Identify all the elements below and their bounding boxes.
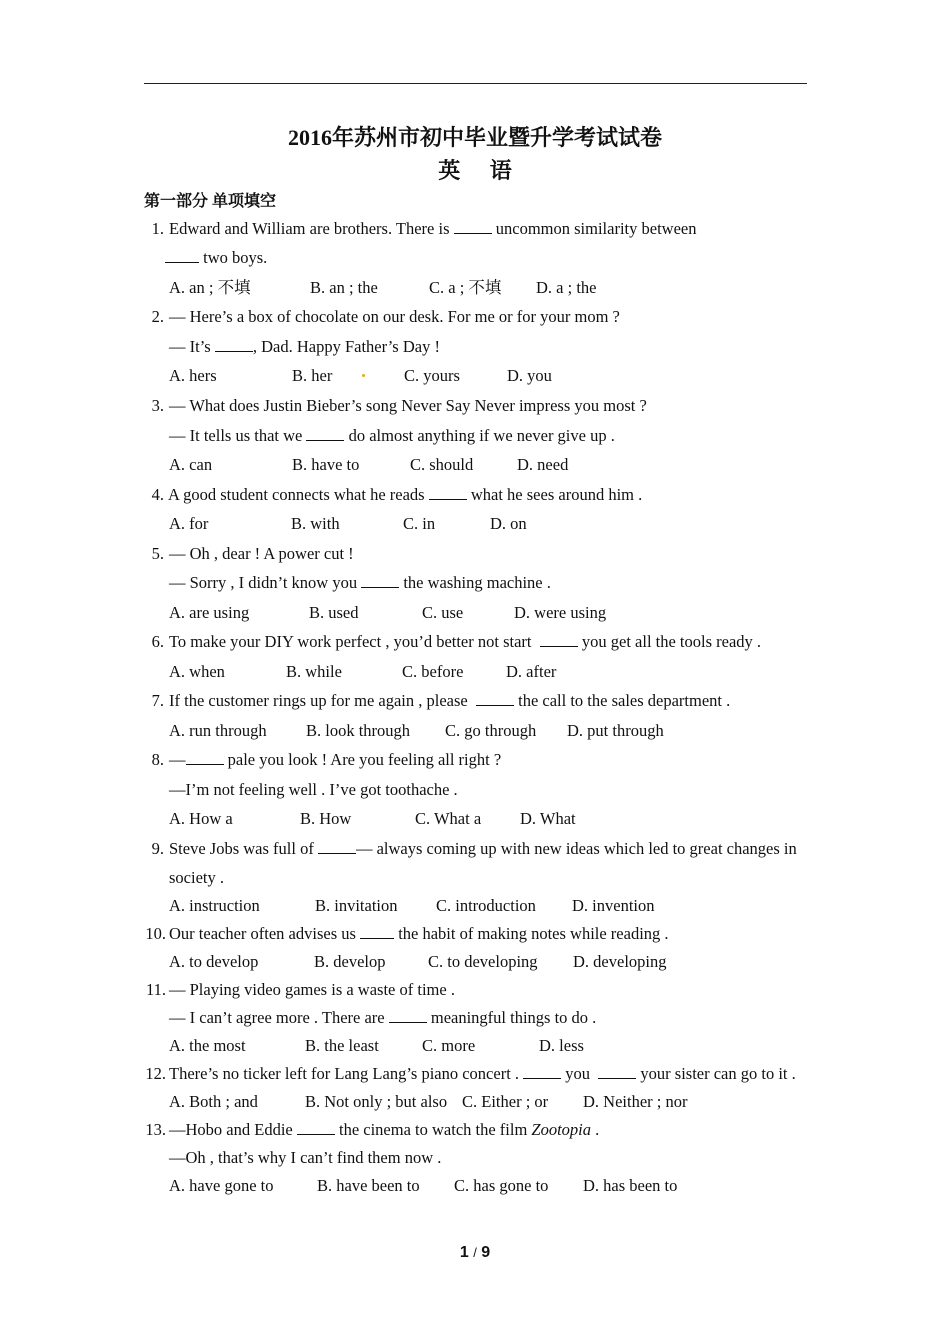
option: B. develop [314, 952, 386, 971]
option: C. has gone to [454, 1176, 549, 1195]
option: C. use [422, 603, 464, 622]
option: C. What a [415, 809, 482, 828]
question-number: 1. [151, 219, 164, 238]
option: C. yours [404, 366, 460, 385]
option: D. developing [573, 952, 667, 971]
question-text: —Hobo and Eddie the cinema to watch the film Zootopia . [169, 1120, 600, 1139]
question-text: Our teacher often advises us the habit of making notes while reading . [169, 924, 669, 943]
question-text: To make your DIY work perfect , you’d better not start you get all the tools ready . [169, 632, 762, 651]
option: C. to developing [428, 952, 538, 971]
option: D. Neither ; nor [583, 1092, 688, 1111]
option: C. a ; 不填 [429, 278, 502, 297]
option: D. on [490, 514, 527, 533]
question-text: Steve Jobs was full of — always coming up with new ideas which led to great changes in [169, 839, 797, 858]
question-text: society . [169, 868, 224, 887]
answer-blank [598, 1064, 636, 1079]
question-text: — Sorry , I didn’t know you the washing machine . [169, 573, 551, 592]
answer-blank [361, 573, 399, 588]
option: B. Not only ; but also [305, 1092, 448, 1111]
answer-blank [360, 924, 394, 939]
option: B. an ; the [310, 278, 378, 297]
question-number: 4. [151, 485, 164, 504]
option: D. after [506, 662, 557, 681]
option: A. How a [169, 809, 233, 828]
answer-blank [186, 750, 224, 765]
question-text: — Playing video games is a waste of time . [169, 980, 455, 999]
option: A. can [169, 455, 213, 474]
option: B. How [300, 809, 352, 828]
question-number: 12. [145, 1064, 166, 1083]
answer-blank [389, 1008, 427, 1023]
section-heading: 第一部分 单项填空 [144, 193, 277, 210]
option: A. to develop [169, 952, 259, 971]
question-number: 7. [151, 691, 164, 710]
option: B. while [286, 662, 342, 681]
answer-blank [165, 248, 199, 263]
answer-blank [429, 485, 467, 500]
question-text: — Oh , dear ! A power cut ! [169, 544, 354, 563]
question-number: 13. [145, 1120, 166, 1139]
question-text: A good student connects what he reads what he sees around him . [168, 485, 643, 504]
answer-blank [454, 219, 492, 234]
answer-blank [215, 337, 253, 352]
option: D. need [517, 455, 569, 474]
option: B. used [309, 603, 359, 622]
question-number: 6. [151, 632, 164, 651]
option: C. more [422, 1036, 476, 1055]
question-text: — It tells us that we do almost anything if we never give up . [169, 426, 615, 445]
option: C. introduction [436, 896, 536, 915]
question-text: —Oh , that’s why I can’t find them now . [169, 1148, 442, 1167]
option: A. Both ; and [169, 1092, 258, 1111]
option: C. go through [445, 721, 537, 740]
option: D. invention [572, 896, 655, 915]
film-title: Zootopia [531, 1120, 592, 1139]
question-text: two boys. [165, 248, 267, 268]
option: A. hers [169, 366, 217, 385]
question-number: 11. [145, 980, 166, 999]
question-number: 5. [151, 544, 164, 563]
question-number: 9. [151, 839, 164, 858]
question-text: — I can’t agree more . There are meaningful things to do . [169, 1008, 597, 1027]
option: A. for [169, 514, 209, 533]
option: C. Either ; or [462, 1092, 549, 1111]
option: D. a ; the [536, 278, 597, 297]
option: B. have to [292, 455, 360, 474]
option: A. have gone to [169, 1176, 274, 1195]
option: B. look through [306, 721, 411, 740]
question-text: — What does Justin Bieber’s song Never Say Never impress you most ? [169, 396, 647, 415]
option: B. with [291, 514, 340, 533]
option: C. in [403, 514, 436, 533]
option: A. run through [169, 721, 267, 740]
question-number: 10. [145, 924, 166, 943]
option: D. put through [567, 721, 664, 740]
answer-blank [523, 1064, 561, 1079]
subject-title: 英 语 [438, 158, 524, 183]
answer-blank [306, 426, 344, 441]
answer-blank [318, 839, 356, 854]
question-text: — pale you look ! Are you feeling all right ? [169, 750, 502, 769]
option: B. have been to [317, 1176, 420, 1195]
question-number: 8. [151, 750, 164, 769]
stray-mark [362, 374, 365, 377]
answer-blank [297, 1120, 335, 1135]
question-text: — It’s , Dad. Happy Father’s Day ! [169, 337, 440, 356]
option: A. an ; 不填 [169, 278, 251, 297]
question-number: 2. [151, 307, 164, 326]
option: D. you [507, 366, 552, 385]
header-rule [144, 83, 807, 84]
option: D. less [539, 1036, 584, 1055]
option: B. invitation [315, 896, 398, 915]
question-text: Edward and William are brothers. There is uncommon similarity between [169, 219, 697, 238]
answer-blank [540, 632, 578, 647]
option: C. should [410, 455, 474, 474]
page-number: 1 / 9 [459, 1244, 491, 1261]
exam-title: 2016年苏州市初中毕业暨升学考试试卷 [287, 125, 662, 150]
option: D. has been to [583, 1176, 678, 1195]
option: A. the most [169, 1036, 246, 1055]
question-text: — Here’s a box of chocolate on our desk. For me or for your mom ? [169, 307, 620, 326]
question-text: —I’m not feeling well . I’ve got toothache . [169, 780, 458, 799]
option: D. What [520, 809, 576, 828]
option: B. her [292, 366, 333, 385]
option: D. were using [514, 603, 607, 622]
option: A. instruction [169, 896, 260, 915]
option: B. the least [305, 1036, 379, 1055]
question-number: 3. [151, 396, 164, 415]
question-text: If the customer rings up for me again , please the call to the sales department . [169, 691, 731, 710]
option: A. are using [169, 603, 250, 622]
option: A. when [169, 662, 225, 681]
question-text: There’s no ticker left for Lang Lang’s piano concert . you your sister can go to it . [169, 1064, 796, 1083]
option: C. before [402, 662, 464, 681]
answer-blank [476, 691, 514, 706]
